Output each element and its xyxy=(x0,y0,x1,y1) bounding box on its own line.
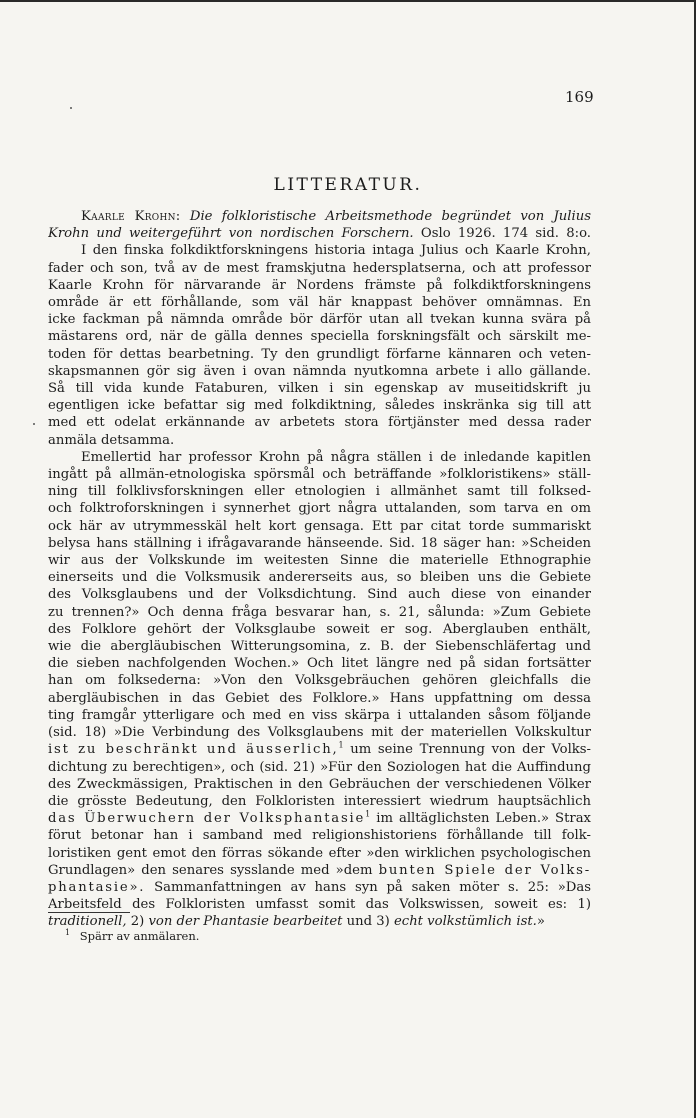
paragraph-line: loristiken gent emot den förras sökande efter »den wirklichen psychologischen xyxy=(48,845,591,861)
paragraph-line: mästarens ord, när de gälla dennes speciella forskningsfält och särskilt me- xyxy=(48,329,591,345)
paragraph-line: Så till vida kunde Fataburen, vilken i sin egenskap av museitidskrift ju xyxy=(48,381,591,397)
paragraph-line xyxy=(48,810,591,827)
italic-term: traditionell, xyxy=(48,914,127,930)
line-segment: » xyxy=(536,914,545,930)
paragraph-line: des Zweckmässigen, Praktischen in den Gebräuchen der verschiedenen Völker xyxy=(48,776,591,792)
paragraph-line xyxy=(48,879,591,896)
footnote-ref: 1 xyxy=(365,810,371,819)
paragraph-line: förut betonar han i samband med religionshistoriens förhållande till folk- xyxy=(48,828,591,844)
citation-author: Kaarle Krohn: xyxy=(81,209,181,224)
paragraph-line: die grösste Bedeutung, den Folkloristen interessiert wiedrum hauptsächlich xyxy=(48,793,591,809)
paragraph-line: dichtung zu berechtigen», och (sid. 21) »Für den Soziologen hat die Auffindung xyxy=(48,759,591,775)
citation-title: Krohn und weitergeführt von nordischen Forschern. xyxy=(48,226,414,242)
paragraph-line: han om folksederna: »Von den Volksgebräuchen gehören gleichfalls die xyxy=(48,673,591,689)
paragraph-line: zu trennen?» Och denna fråga besvarar han, s. 21, sålunda: »Zum Gebiete xyxy=(48,604,591,620)
line-segment: im alltäglichsten Leben.» Strax xyxy=(376,811,591,827)
citation-title: Die folkloristische Arbeitsmethode begründet von Julius xyxy=(189,209,591,224)
paragraph-line: die sieben nachfolgenden Wochen.» Och litet längre ned på sidan fortsätter xyxy=(48,656,591,672)
paragraph-line: icke fackman på nämnda område bör därför utan all tvekan kunna svära på xyxy=(48,312,591,328)
spaced-emphasis: das Überwuchern der Volksphantasie xyxy=(48,811,366,827)
italic-term: von der Phantasie bearbeitet xyxy=(148,914,343,930)
paragraph-line: Arbeitsfeld des Folkloristen umfasst somit das Volkswissen, soweit es: 1) xyxy=(48,897,591,913)
line-segment: und 3) xyxy=(346,914,390,930)
paragraph-line: belysa hans ställning i ifrågavarande hänseende. Sid. 18 säger han: »Scheiden xyxy=(48,535,591,551)
footnote-text: Spärr av anmälaren. xyxy=(79,928,200,943)
line-segment: um seine Trennung von der Volks- xyxy=(350,742,591,758)
paragraph-line: einerseits und die Volksmusik andererseits aus, so bleiben uns die Gebiete xyxy=(48,570,591,586)
paragraph-line: abergläubischen in das Gebiet des Folklore.» Hans uppfattning om dessa xyxy=(48,690,591,706)
paragraph-line: anmäla detsamma. xyxy=(48,432,175,448)
paragraph-line: fader och son, två av de mest framskjutna hedersplatserna, och att professor xyxy=(48,260,591,276)
paragraph-line: (sid. 18) »Die Verbindung des Volksglaubens mit der materiellen Volkskultur xyxy=(48,725,591,741)
scan-speck xyxy=(70,107,72,109)
paragraph-line: med ett odelat erkännande av arbetets stora förtjänster med dessa rader xyxy=(48,415,591,431)
spaced-emphasis: ist zu beschränkt und äusserlich, xyxy=(48,742,339,758)
scan-edge-top xyxy=(0,0,696,2)
footnote-divider xyxy=(48,912,130,913)
italic-term: echt volkstümlich ist. xyxy=(394,914,537,930)
citation-publication: Oslo 1926. 174 sid. 8:o. xyxy=(420,226,591,242)
line-segment: 2) xyxy=(130,914,145,930)
paragraph-line: ting framgår ytterligare och med en viss skärpa i uttalanden såsom följande xyxy=(48,707,591,723)
paragraph-line: wir aus der Volkskunde im weitesten Sinne die materielle Ethnographie xyxy=(48,553,591,569)
paragraph-line: des Folklore gehört der Volksglaube soweit er sog. Aberglauben enthält, xyxy=(48,621,591,637)
article-body xyxy=(48,208,591,931)
paragraph-line: des Volksglaubens und der Volksdichtung. Sind auch diese von einander xyxy=(48,587,591,603)
footnote-marker: 1 xyxy=(65,928,71,937)
paragraph-line: och folktroforskningen i synnerhet gjort några uttalanden, som tarva en om xyxy=(48,501,591,517)
page-number: 169 xyxy=(565,88,594,106)
paragraph-line: ock här av utrymmesskäl helt kort gensaga. Ett par citat torde summariskt xyxy=(48,518,591,534)
paragraph-line: ning till folklivsforskningen eller etnologien i allmänhet samt till folksed- xyxy=(48,484,591,500)
paragraph-line: Kaarle Krohn för närvarande är Nordens främste på folkdiktforskningens xyxy=(48,277,591,293)
citation-line xyxy=(48,225,591,242)
paragraph-line xyxy=(48,862,591,879)
footnote xyxy=(65,928,199,943)
paragraph-line: wie die abergläubischen Witterungsomina, z. B. der Siebenschläfertag und xyxy=(48,639,591,655)
line-segment: Grundlagen» den senares sysslande med »dem xyxy=(48,862,373,878)
paragraph-line: Emellertid har professor Krohn på några ställen i de inledande kapitlen xyxy=(81,449,591,465)
citation-line xyxy=(48,208,591,225)
footnote-ref: 1 xyxy=(338,741,344,750)
paragraph-line: I den finska folkdiktforskningens historia intaga Julius och Kaarle Krohn, xyxy=(81,243,591,259)
paragraph-line xyxy=(48,741,591,758)
paragraph-line: ingått på allmän-etnologiska spörsmål och beträffande »folkloristikens» ställ- xyxy=(48,467,591,483)
line-segment: Sammanfattningen av hans syn på saken möter s. 25: »Das xyxy=(154,879,591,895)
spaced-emphasis: phantasie». xyxy=(48,879,146,895)
scan-speck xyxy=(33,423,35,425)
paragraph-line: skapsmannen gör sig även i ovan nämnda nyutkomna arbete i allo gällande. xyxy=(48,363,591,379)
paragraph-line: egentligen icke befattar sig med folkdiktning, således inskränka sig till att xyxy=(48,398,591,414)
paragraph-line: område är ett förhållande, som väl här knappast behöver omnämnas. En xyxy=(48,295,591,311)
section-title: LITTERATUR. xyxy=(273,175,423,195)
paragraph-line: toden för dettas bearbetning. Ty den grundligt förfarne kännaren och veten- xyxy=(48,346,591,362)
spaced-emphasis: bunten Spiele der Volks- xyxy=(378,862,591,878)
